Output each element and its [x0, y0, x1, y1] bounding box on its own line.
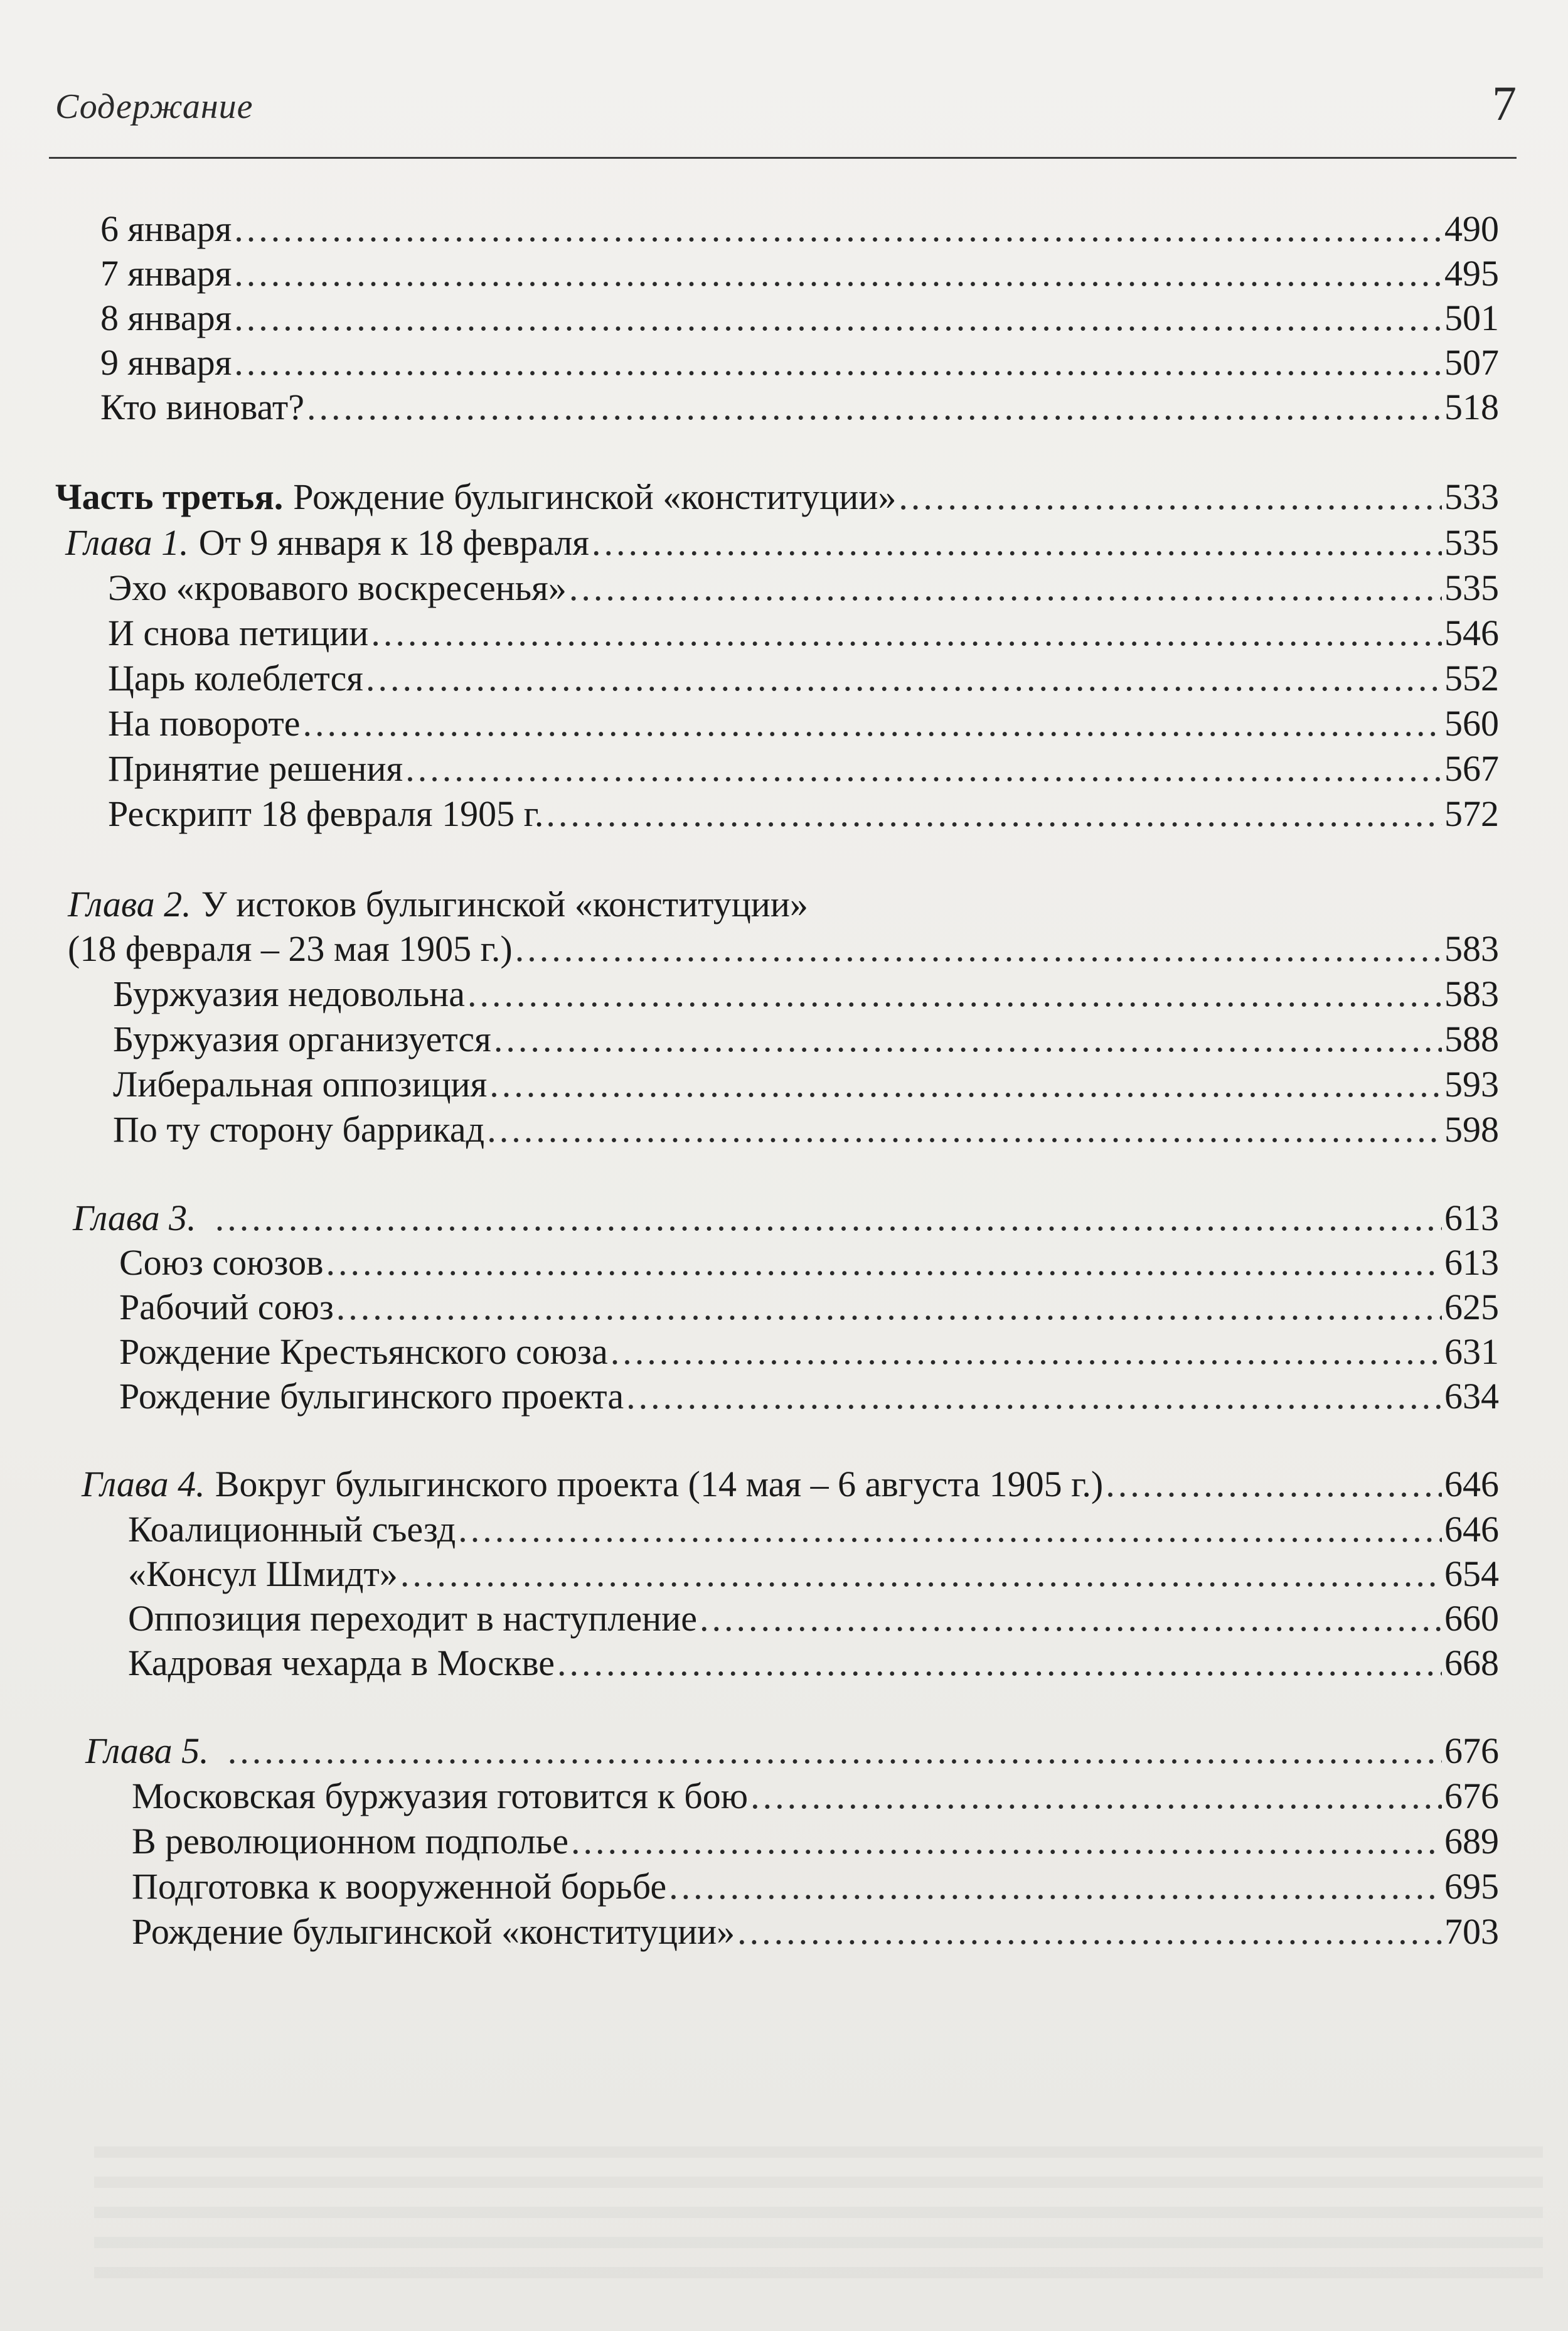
- toc-entry: [100, 207, 1499, 251]
- toc-entry-title: 9 января: [100, 342, 232, 383]
- toc-leader-dots: [592, 521, 1442, 565]
- toc-entry: [119, 1241, 1499, 1285]
- toc-chapter-entry: [73, 1196, 1499, 1240]
- toc-entry: [108, 566, 1499, 610]
- toc-leader-dots: [750, 1774, 1442, 1818]
- toc-leader-dots: [302, 702, 1442, 746]
- toc-chapter-label: Глава 4.: [82, 1464, 205, 1504]
- toc-entry-page: 646: [1444, 1509, 1499, 1550]
- toc-entry: [128, 1508, 1499, 1551]
- toc-entry-title: Буржуазия организуется: [113, 1019, 491, 1059]
- toc-leader-dots: [371, 611, 1442, 655]
- toc-leader-dots: [669, 1865, 1442, 1909]
- toc-entry-title: Рождение булыгинского проекта: [119, 1376, 624, 1417]
- toc-entry-title: 7 января: [100, 253, 232, 294]
- toc-leader-dots: [1106, 1462, 1442, 1506]
- toc-leader-dots: [228, 1729, 1442, 1773]
- toc-entry-title: Кадровая чехарда в Москве: [128, 1642, 555, 1683]
- toc-leader-dots: [487, 1108, 1442, 1152]
- toc-leader-dots: [700, 1597, 1442, 1641]
- toc-entry: [132, 1819, 1499, 1863]
- toc-leader-dots: [626, 1374, 1442, 1418]
- toc-entry-page: 689: [1444, 1821, 1499, 1862]
- toc-entry-title: Вокруг булыгинского проекта (14 мая – 6 августа 1905 г.): [215, 1464, 1104, 1504]
- toc-leader-dots: [458, 1508, 1442, 1551]
- toc-leader-dots: [307, 385, 1442, 429]
- toc-entry-title: 8 января: [100, 297, 232, 338]
- page-number: 7: [1492, 76, 1517, 131]
- toc-leader-dots: [234, 207, 1442, 251]
- toc-entry-title: Рождение Крестьянского союза: [119, 1331, 608, 1372]
- toc-leader-dots: [234, 252, 1442, 296]
- toc-part-label: Часть третья.: [55, 476, 284, 517]
- toc-entry-title: Эхо «кровавого воскресенья»: [108, 567, 567, 608]
- toc-entry: [100, 385, 1499, 429]
- toc-entry: [113, 1063, 1499, 1107]
- toc-entry-title: Рождение булыгинской «конституции»: [132, 1911, 735, 1952]
- toc-entry-page: 560: [1444, 703, 1499, 744]
- toc-entry-title: В революционном подполье: [132, 1821, 568, 1862]
- toc-entry: [113, 1017, 1499, 1061]
- toc-entry-title: Московская буржуазия готовится к бою: [132, 1776, 749, 1816]
- toc-entry-page: 676: [1444, 1776, 1499, 1816]
- toc-entry: [128, 1552, 1499, 1596]
- toc-entry-page: 535: [1444, 522, 1499, 563]
- toc-chapter-entry: [82, 1462, 1499, 1506]
- toc-entry: [108, 792, 1499, 836]
- toc-leader-dots: [569, 566, 1442, 610]
- toc-chapter-label: Глава 5.: [85, 1730, 209, 1771]
- running-header-title: Содержание: [55, 87, 253, 126]
- toc-entry-title: Царь колеблется: [108, 658, 363, 699]
- toc-leader-dots: [557, 1641, 1442, 1685]
- toc-leader-dots: [494, 1017, 1442, 1061]
- toc-entry-page: 598: [1444, 1109, 1499, 1150]
- toc-entry: [119, 1374, 1499, 1418]
- toc-entry-title: По ту сторону баррикад: [113, 1109, 485, 1150]
- toc-entry-page: 583: [1444, 973, 1499, 1014]
- toc-leader-dots: [234, 296, 1442, 340]
- toc-entry-title: Рождение булыгинской «конституции»: [293, 476, 897, 517]
- toc-entry-page: 546: [1444, 613, 1499, 653]
- toc-entry-page: 613: [1444, 1242, 1499, 1283]
- toc-entry-page: 703: [1444, 1911, 1499, 1952]
- toc-leader-dots: [571, 1819, 1442, 1863]
- toc-leader-dots: [405, 747, 1442, 791]
- toc-entry-page: 631: [1444, 1331, 1499, 1372]
- toc-entry: [128, 1597, 1499, 1641]
- toc-entry: [108, 656, 1499, 700]
- toc-entry-page: 668: [1444, 1642, 1499, 1683]
- toc-entry-page: 676: [1444, 1730, 1499, 1771]
- toc-entry-page: 613: [1444, 1198, 1499, 1238]
- toc-entry: [100, 341, 1499, 385]
- toc-entry-page: 518: [1444, 387, 1499, 427]
- toc-entry: [100, 252, 1499, 296]
- toc-entry-title: 6 января: [100, 208, 232, 249]
- toc-entry-title: У истоков булыгинской «конституции»: [201, 884, 808, 924]
- toc-leader-dots: [489, 1063, 1442, 1107]
- toc-entry: [108, 611, 1499, 655]
- toc-leader-dots: [515, 927, 1442, 971]
- toc-entry-title: Коалиционный съезд: [128, 1509, 456, 1550]
- toc-chapter-label: Глава 3.: [73, 1198, 196, 1238]
- toc-entry-page: 625: [1444, 1287, 1499, 1327]
- toc-entry-page: 660: [1444, 1598, 1499, 1639]
- toc-entry-page: 501: [1444, 297, 1499, 338]
- toc-chapter-entry: [68, 927, 1499, 971]
- toc-leader-dots: [326, 1241, 1442, 1285]
- toc-chapter-label: Глава 1.: [65, 522, 189, 563]
- bleed-through-shadow: [94, 2128, 1543, 2291]
- toc-chapter-entry: [85, 1729, 1499, 1773]
- toc-entry-page: 567: [1444, 748, 1499, 789]
- toc-entry-page: 654: [1444, 1553, 1499, 1594]
- toc-leader-dots: [215, 1196, 1442, 1240]
- toc-entry-page: 583: [1444, 928, 1499, 969]
- toc-entry-page: 634: [1444, 1376, 1499, 1417]
- toc-entry-page: 695: [1444, 1866, 1499, 1907]
- toc-entry-page: 552: [1444, 658, 1499, 699]
- toc-leader-dots: [400, 1552, 1442, 1596]
- toc-entry: [108, 702, 1499, 746]
- toc-entry-title: (18 февраля – 23 мая 1905 г.): [68, 928, 513, 969]
- toc-entry-title: Буржуазия недовольна: [113, 973, 465, 1014]
- toc-entry-page: 646: [1444, 1464, 1499, 1504]
- toc-leader-dots: [899, 475, 1442, 519]
- toc-entry-title: Рабочий союз: [119, 1287, 334, 1327]
- toc-entry: [100, 296, 1499, 340]
- toc-leader-dots: [467, 972, 1442, 1016]
- toc-entry-title: И снова петиции: [108, 613, 369, 653]
- toc-chapter-label: Глава 2.: [68, 884, 191, 924]
- toc-entry-title: «Консул Шмидт»: [128, 1553, 398, 1594]
- toc-entry-page: 495: [1444, 253, 1499, 294]
- toc-leader-dots: [611, 1330, 1442, 1374]
- toc-leader-dots: [234, 341, 1442, 385]
- toc-entry: [113, 1108, 1499, 1152]
- toc-chapter-heading: [68, 882, 1499, 926]
- toc-entry-page: 593: [1444, 1064, 1499, 1105]
- toc-entry-page: 507: [1444, 342, 1499, 383]
- toc-chapter-entry: [65, 521, 1499, 565]
- toc-entry-page: 490: [1444, 208, 1499, 249]
- toc-entry: [108, 747, 1499, 791]
- toc-entry-title: Оппозиция переходит в наступление: [128, 1598, 697, 1639]
- toc-entry: [119, 1330, 1499, 1374]
- toc-entry-title: Принятие решения: [108, 748, 403, 789]
- toc-entry-page: 572: [1444, 793, 1499, 834]
- toc-entry: [132, 1910, 1499, 1954]
- toc-entry-page: 588: [1444, 1019, 1499, 1059]
- toc-entry-title: Союз союзов: [119, 1242, 324, 1283]
- toc-entry-title: Либеральная оппозиция: [113, 1064, 488, 1105]
- toc-leader-dots: [336, 1285, 1442, 1329]
- toc-entry: [113, 972, 1499, 1016]
- toc-entry-page: 533: [1444, 476, 1499, 517]
- toc-entry-page: 535: [1444, 567, 1499, 608]
- toc-leader-dots: [366, 656, 1442, 700]
- toc-entry-title: Подготовка к вооруженной борьбе: [132, 1866, 667, 1907]
- toc-entry: [132, 1774, 1499, 1818]
- toc-entry-title: На повороте: [108, 703, 301, 744]
- toc-leader-dots: [546, 792, 1442, 836]
- toc-entry-title: Рескрипт 18 февраля 1905 г.: [108, 793, 544, 834]
- toc-leader-dots: [737, 1910, 1442, 1954]
- toc-entry-title: Кто виноват?: [100, 387, 304, 427]
- toc-entry: [128, 1641, 1499, 1685]
- toc-part-entry: [55, 475, 1499, 519]
- toc-entry: [132, 1865, 1499, 1909]
- toc-entry-title: От 9 января к 18 февраля: [198, 522, 589, 563]
- toc-entry: [119, 1285, 1499, 1329]
